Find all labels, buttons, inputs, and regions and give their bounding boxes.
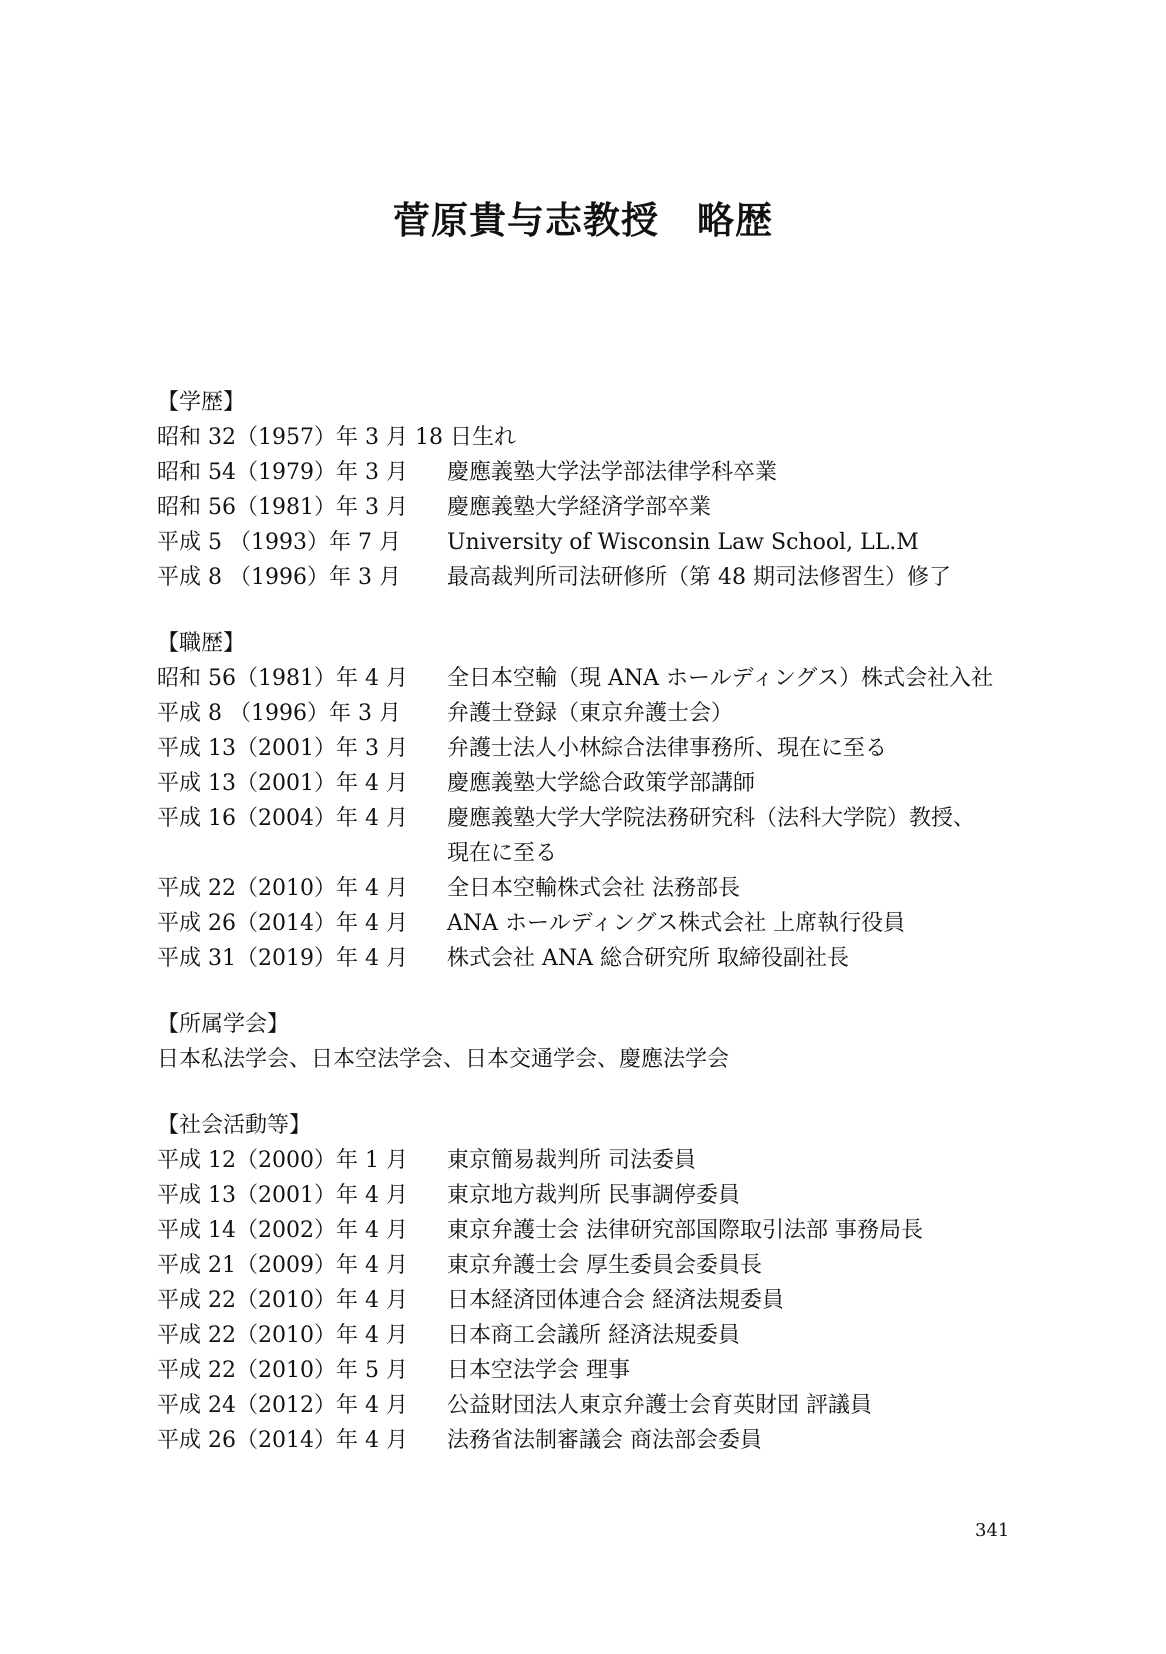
career-text: 株式会社 ANA 総合研究所 取締役副社長 [447,946,850,971]
activity-row [157,1248,1057,1283]
career-row [157,871,1057,906]
education-row [157,560,1057,595]
biography-content [157,385,1057,1458]
education-text: 慶應義塾大学法学部法律学科卒業 [447,460,778,485]
activity-row [157,1353,1057,1388]
activity-row [157,1178,1057,1213]
career-text: 弁護士登録（東京弁護士会） [447,701,734,726]
career-date: 昭和 56（1981）年 4 月 [157,666,408,691]
career-date: 平成 26（2014）年 4 月 [157,911,408,936]
career-date: 平成 31（2019）年 4 月 [157,946,408,971]
activity-row [157,1213,1057,1248]
activities-heading: 【社会活動等】 [157,1113,312,1138]
activity-date: 平成 21（2009）年 4 月 [157,1253,408,1278]
education-date: 昭和 54（1979）年 3 月 [157,460,408,485]
activity-date: 平成 22（2010）年 5 月 [157,1358,408,1383]
page-number: 341 [975,1520,1010,1541]
career-row [157,906,1057,941]
activity-text: 日本経済団体連合会 経済法規委員 [447,1288,784,1313]
career-text: 弁護士法人小林綜合法律事務所、現在に至る [447,736,888,761]
activity-text: 日本空法学会 理事 [447,1358,630,1383]
activity-row [157,1318,1057,1353]
education-text: University of Wisconsin Law School, LL.M [447,530,919,555]
activity-date: 平成 22（2010）年 4 月 [157,1288,408,1313]
career-row [157,766,1057,801]
activity-date: 平成 12（2000）年 1 月 [157,1148,408,1173]
career-date: 平成 13（2001）年 3 月 [157,736,408,761]
activity-text: 公益財団法人東京弁護士会育英財団 評議員 [447,1393,872,1418]
activity-text: 東京地方裁判所 民事調停委員 [447,1183,740,1208]
career-date: 平成 13（2001）年 4 月 [157,771,408,796]
career-text: 全日本空輸（現 ANA ホールディングス）株式会社入社 [447,666,994,691]
education-date: 平成 8 （1996）年 3 月 [157,565,401,590]
career-date-empty [157,836,447,871]
activity-text: 東京弁護士会 厚生委員会委員長 [447,1253,762,1278]
career-row [157,801,1057,836]
education-heading: 【学歴】 [157,390,246,415]
career-row [157,941,1057,976]
societies-section [157,1007,1057,1077]
activity-date: 平成 14（2002）年 4 月 [157,1218,408,1243]
education-row [157,525,1057,560]
activity-text: 日本商工会議所 経済法規委員 [447,1323,740,1348]
career-date: 平成 16（2004）年 4 月 [157,806,408,831]
page-title: 菅原貴与志教授 略歴 [393,198,773,242]
career-row [157,661,1057,696]
career-text: 慶應義塾大学総合政策学部講師 [447,771,756,796]
activity-date: 平成 22（2010）年 4 月 [157,1323,408,1348]
career-heading: 【職歴】 [157,631,246,656]
career-date: 平成 22（2010）年 4 月 [157,876,408,901]
education-row [157,490,1057,525]
career-row [157,731,1057,766]
societies-heading: 【所属学会】 [157,1012,290,1037]
activity-row [157,1423,1057,1458]
activity-text: 法務省法制審議会 商法部会委員 [447,1428,762,1453]
career-row [157,696,1057,731]
activity-text: 東京簡易裁判所 司法委員 [447,1148,696,1173]
education-date: 平成 5 （1993）年 7 月 [157,530,401,555]
birth-date: 昭和 32（1957）年 3 月 18 日生れ [157,425,516,450]
education-section [157,385,1057,595]
career-text: 全日本空輸株式会社 法務部長 [447,876,740,901]
education-text: 最高裁判所司法研修所（第 48 期司法修習生）修了 [447,565,951,590]
activity-row [157,1143,1057,1178]
activity-row [157,1388,1057,1423]
societies-text: 日本私法学会、日本空法学会、日本交通学会、慶應法学会 [157,1047,730,1072]
career-section [157,626,1057,976]
career-date: 平成 8 （1996）年 3 月 [157,701,401,726]
activity-date: 平成 13（2001）年 4 月 [157,1183,408,1208]
activities-section [157,1108,1057,1458]
education-row [157,455,1057,490]
birth-row [157,420,1057,455]
career-text-continuation: 現在に至る [447,841,558,866]
career-row-continuation [157,836,1057,871]
education-text: 慶應義塾大学経済学部卒業 [447,495,712,520]
activity-date: 平成 24（2012）年 4 月 [157,1393,408,1418]
activity-date: 平成 26（2014）年 4 月 [157,1428,408,1453]
activity-row [157,1283,1057,1318]
career-text: 慶應義塾大学大学院法務研究科（法科大学院）教授、 [447,806,976,831]
education-date: 昭和 56（1981）年 3 月 [157,495,408,520]
career-text: ANA ホールディングス株式会社 上席執行役員 [447,911,906,936]
activity-text: 東京弁護士会 法律研究部国際取引法部 事務局長 [447,1218,923,1243]
